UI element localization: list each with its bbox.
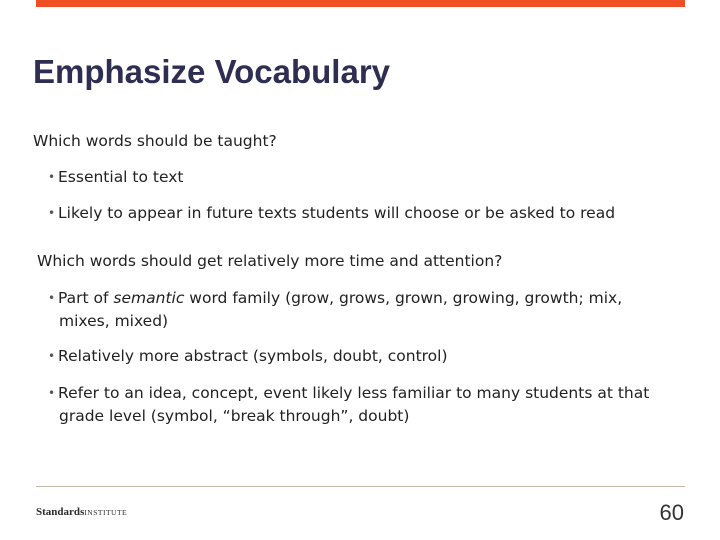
list-item-continuation: mixes, mixed) (59, 312, 169, 330)
page-number: 60 (659, 500, 684, 525)
list-item-emphasis: semantic (113, 289, 185, 307)
bullet-icon: • (48, 349, 56, 363)
bullet-icon: • (48, 291, 56, 305)
bullet-icon: • (48, 170, 56, 184)
list-item (48, 345, 448, 367)
footer-divider (36, 486, 685, 487)
list-item-continuation: grade level (symbol, “break through”, doubt) (59, 407, 410, 425)
list-item-text: Essential to text (58, 168, 184, 186)
bullet-icon: • (48, 386, 56, 400)
bullet-icon: • (48, 206, 56, 220)
list-item (48, 382, 649, 404)
logo-subtitle: INSTITUTE (84, 508, 128, 517)
list-item-text-prefix: Part of (58, 289, 114, 307)
list-item-text: Refer to an idea, concept, event likely less familiar to many students at that (58, 384, 650, 402)
standards-institute-logo (36, 504, 127, 520)
list-item-text: Relatively more abstract (symbols, doubt, control) (58, 347, 448, 365)
slide-title: Emphasize Vocabulary (33, 53, 391, 90)
top-accent-bar (36, 0, 685, 7)
list-item (48, 166, 184, 188)
list-item (48, 202, 615, 224)
section-heading-taught: Which words should be taught? (33, 132, 277, 150)
section-heading-attention: Which words should get relatively more time and attention? (37, 252, 503, 270)
logo-wordmark: Standards (36, 506, 85, 518)
list-item-text-suffix: word family (grow, grows, grown, growing, growth; mix, (184, 289, 623, 307)
list-item (48, 287, 622, 309)
list-item-text: Likely to appear in future texts students will choose or be asked to read (58, 204, 616, 222)
